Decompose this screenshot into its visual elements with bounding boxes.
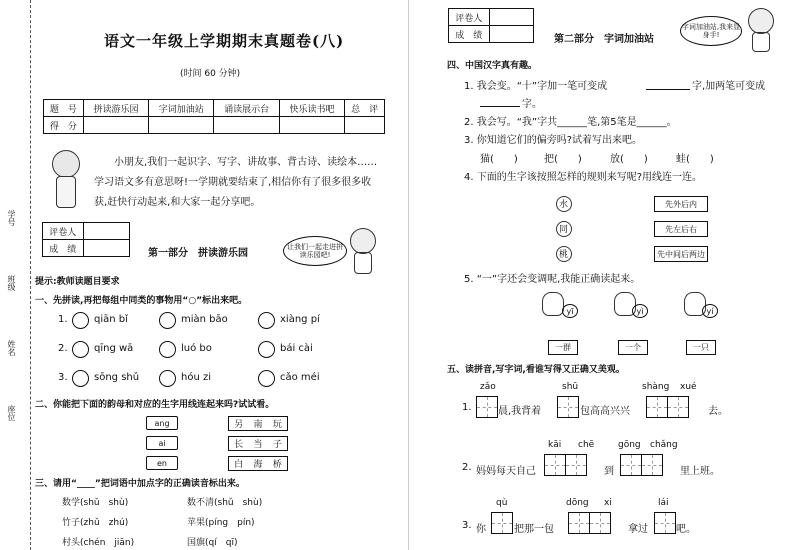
q5-text: 拿过	[628, 524, 648, 535]
score-cell[interactable]	[214, 117, 279, 134]
radical-item[interactable]: 放( )	[610, 154, 648, 165]
rule-label: 先中间后两边	[657, 249, 705, 259]
pinyin-hint: chǎng	[650, 440, 678, 450]
pinyin-item: bái cài	[280, 343, 313, 354]
question-5: 五、读拼音,写字词,看谁写得又正确又美观。	[447, 365, 625, 375]
q4-5: 5. “一”字还会变调呢,我能正确读起来。	[464, 274, 641, 285]
answer-circle[interactable]	[258, 312, 275, 329]
pinyin-item: luó bo	[181, 343, 212, 354]
grader-label: 评卷人	[43, 223, 84, 239]
q5-text: 吧。	[676, 524, 696, 535]
writing-grid[interactable]	[568, 512, 610, 534]
score-header-cell: 总 评	[345, 100, 385, 117]
girl-body-illustration	[354, 252, 372, 274]
radical-item[interactable]: 猫( )	[480, 154, 518, 165]
char-option[interactable]: 子	[272, 440, 282, 450]
pinyin-hint: dōng	[566, 498, 589, 508]
tone-word-box[interactable]	[618, 340, 648, 355]
tone-word-box[interactable]	[686, 340, 716, 355]
boy-illustration	[52, 150, 80, 178]
answer-circle[interactable]	[258, 341, 275, 358]
score-header-cell: 快乐读书吧	[279, 100, 344, 117]
char-option[interactable]: 南	[253, 420, 263, 430]
score-header-cell: 题 号	[44, 100, 84, 117]
pinyin-hint: xué	[680, 382, 697, 392]
pinyin-item: sōng shǔ	[94, 372, 140, 383]
writing-grid[interactable]	[620, 454, 662, 476]
pinyin-item: miàn bāo	[181, 314, 228, 325]
girl-body-illustration	[752, 32, 770, 52]
pinyin-item: qiān bǐ	[94, 314, 128, 325]
score-header-cell: 诵读展示台	[214, 100, 279, 117]
pinyin-item: hóu zi	[181, 372, 211, 383]
rule-box[interactable]	[654, 246, 708, 262]
answer-circle[interactable]	[258, 370, 275, 387]
writing-grid[interactable]	[646, 396, 688, 418]
answer-circle[interactable]	[159, 370, 176, 387]
score-header-cell: 拼读游乐园	[83, 100, 148, 117]
q5-text: 晨,我背着	[498, 406, 542, 417]
tone-bubble	[632, 304, 648, 318]
char-option[interactable]: 桥	[272, 460, 282, 470]
score-cell[interactable]	[345, 117, 385, 134]
writing-grid[interactable]	[491, 512, 512, 534]
reading-item[interactable]: 国旗(qí qī)	[187, 538, 238, 548]
tone-word-box[interactable]	[548, 340, 578, 355]
reading-item[interactable]: 竹子(zhǔ zhú)	[62, 518, 129, 528]
tone-bubble	[702, 304, 718, 318]
girl-illustration	[748, 8, 774, 34]
q1-row-number: 2.	[58, 343, 68, 354]
answer-circle[interactable]	[159, 312, 176, 329]
reading-item[interactable]: 苹果(píng pín)	[187, 518, 255, 528]
q5-text: 去。	[708, 406, 728, 417]
pinyin-hint: shàng	[642, 382, 670, 392]
char-option[interactable]: 当	[253, 440, 263, 450]
tone-bubble	[562, 304, 578, 318]
grader-value[interactable]	[84, 223, 129, 239]
tone-word: 一群	[555, 343, 571, 352]
char-option[interactable]: 白	[234, 460, 244, 470]
page-title: 语文一年级上学期期末真题卷(八)	[104, 32, 345, 50]
pinyin-hint: shū	[562, 382, 579, 392]
tone-label: yì	[636, 306, 644, 316]
final-label: en	[157, 458, 167, 468]
pinyin-item: qīng wā	[94, 343, 134, 354]
final-label: ang	[154, 418, 170, 428]
score-table	[43, 99, 385, 134]
hint-text: 提示:教师读题目要求	[35, 277, 120, 287]
q5-number: 3.	[462, 520, 472, 531]
q1-row-number: 3.	[58, 372, 68, 383]
rule-label: 先外后内	[665, 199, 697, 209]
answer-blank[interactable]	[480, 106, 520, 107]
grader-value[interactable]	[84, 240, 129, 256]
tone-word: 一个	[625, 343, 641, 352]
pinyin-hint: zǎo	[480, 382, 496, 392]
char-box	[228, 456, 288, 471]
tone-word: 一只	[693, 343, 709, 352]
pinyin-hint: chē	[578, 440, 595, 450]
score-row-label: 得 分	[44, 117, 84, 134]
q5-text: 妈妈每天自己	[476, 466, 536, 477]
side-label-seat: 座位	[7, 405, 16, 421]
q4-1-part-c: 字。	[522, 99, 542, 110]
grader-value[interactable]	[490, 26, 533, 42]
q5-text: 你	[476, 524, 486, 535]
intro-text: 小朋友,我们一起识字、写字、讲故事、背古诗、读绘本……学习语文多有意思呀!一学期就要结束了,相信你有了很多很多收获,赶快行动起来,和大家一起分享吧。	[94, 157, 378, 208]
rule-box[interactable]	[654, 221, 708, 237]
tone-label: yí	[706, 306, 714, 316]
pinyin-item: xiàng pí	[280, 314, 320, 325]
final-tag	[146, 456, 178, 470]
radical-item[interactable]: 蛙( )	[676, 154, 714, 165]
side-label-class: 班级	[7, 275, 16, 291]
final-label: ai	[158, 438, 166, 448]
q5-text: 到	[604, 466, 614, 477]
q4-4: 4. 下面的生字该按照怎样的规则来写呢?用线连一连。	[464, 172, 703, 183]
stroke-char: 水	[559, 200, 569, 210]
q4-1-part-a: 1. 我会变。“十”字加一笔可变成	[464, 81, 608, 92]
q4-2[interactable]: 2. 我会写。“我”字共______笔,第5笔是______。	[464, 117, 677, 128]
side-label-student-no: 学号	[7, 210, 16, 226]
reading-item[interactable]: 数不清(shǔ shù)	[187, 498, 263, 508]
question-1: 一、先拼读,再把每组中同类的事物用“○”标出来吧。	[35, 296, 248, 306]
rule-box[interactable]	[654, 196, 708, 212]
reading-item[interactable]: 村头(chén jiān)	[62, 538, 135, 548]
q5-text: 把那一包	[514, 524, 554, 535]
q5-text: 里上班。	[680, 466, 720, 477]
char-box	[228, 436, 288, 451]
boy-body-illustration	[56, 176, 76, 208]
part2-title: 第二部分 字词加油站	[554, 34, 654, 45]
pinyin-item: cǎo méi	[280, 372, 320, 383]
part2-speech-bubble: 字词加油站,我来显身手!	[680, 16, 742, 46]
part1-speech-bubble: 让我们一起走进拼读乐园吧!	[283, 236, 347, 266]
q5-text: 包高高兴兴	[580, 406, 630, 417]
stroke-char: 同	[559, 225, 569, 235]
writing-grid[interactable]	[654, 512, 675, 534]
answer-circle[interactable]	[159, 341, 176, 358]
pinyin-hint: kāi	[548, 440, 562, 450]
grader-box-left	[42, 222, 130, 257]
writing-grid[interactable]	[544, 454, 586, 476]
question-3: 三、请用“____”把词语中加点字的正确读音标出来。	[35, 479, 245, 489]
exam-time: (时间 60 分钟)	[180, 69, 241, 79]
pinyin-hint: gōng	[618, 440, 641, 450]
grader-label: 成 绩	[43, 240, 84, 256]
part1-title: 第一部分 拼读游乐园	[148, 248, 248, 259]
tone-label: yī	[566, 306, 574, 316]
pinyin-hint: xi	[604, 498, 612, 508]
answer-circle[interactable]	[72, 370, 89, 387]
stroke-char: 桃	[559, 250, 569, 260]
q5-number: 2.	[462, 462, 472, 473]
pinyin-hint: lái	[658, 498, 669, 508]
score-cell[interactable]	[83, 117, 148, 134]
grader-box-right	[448, 8, 534, 43]
side-label-name: 姓名	[7, 340, 16, 356]
q4-3: 3. 你知道它们的偏旁吗?试着写出来吧。	[464, 135, 643, 146]
q5-number: 1.	[462, 402, 472, 413]
grader-label: 评卷人	[449, 9, 490, 25]
final-tag	[146, 416, 178, 430]
bear-illustration	[542, 292, 564, 316]
grader-label: 成 绩	[449, 26, 490, 42]
char-option[interactable]: 长	[234, 440, 244, 450]
question-4: 四、中国汉字真有趣。	[447, 61, 538, 71]
writing-grid[interactable]	[557, 396, 578, 418]
score-cell[interactable]	[149, 117, 214, 134]
writing-grid[interactable]	[476, 396, 497, 418]
q4-1-part-b: 字,加两笔可变成	[692, 81, 766, 92]
grader-value[interactable]	[490, 9, 533, 25]
q1-row-number: 1.	[58, 314, 68, 325]
score-cell[interactable]	[279, 117, 344, 134]
answer-blank[interactable]	[646, 89, 690, 90]
pinyin-hint: qù	[496, 498, 508, 508]
char-box	[228, 416, 288, 431]
char-option[interactable]: 海	[253, 460, 263, 470]
page-divider	[408, 0, 409, 550]
reading-item[interactable]: 数学(shǔ shù)	[62, 498, 129, 508]
char-option[interactable]: 玩	[272, 420, 282, 430]
final-tag	[146, 436, 178, 450]
girl-illustration	[350, 228, 376, 254]
char-option[interactable]: 另	[234, 420, 244, 430]
score-header-cell: 字词加油站	[149, 100, 214, 117]
rule-label: 先左后右	[665, 224, 697, 234]
radical-item[interactable]: 把( )	[544, 154, 582, 165]
question-2: 二、你能把下面的韵母和对应的生字用线连起来吗?试试看。	[35, 400, 275, 410]
answer-circle[interactable]	[72, 341, 89, 358]
answer-circle[interactable]	[72, 312, 89, 329]
binding-line	[30, 0, 31, 550]
